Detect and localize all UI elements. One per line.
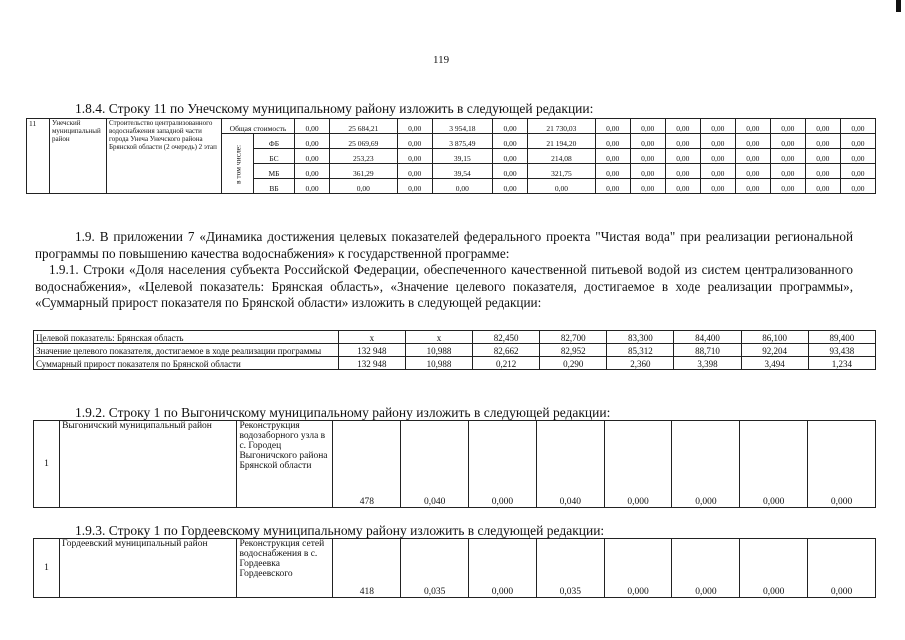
value-cell: 0,00 bbox=[735, 119, 770, 134]
table-1-9-2 bbox=[33, 420, 876, 508]
value-cell: 83,300 bbox=[607, 331, 674, 344]
value-cell: 0,00 bbox=[630, 134, 665, 149]
value-cell: 0,212 bbox=[473, 357, 540, 370]
value-cell: 82,952 bbox=[540, 344, 607, 357]
value-cell: 0,040 bbox=[536, 421, 604, 508]
value-cell: x bbox=[338, 331, 405, 344]
value-cell: 0,00 bbox=[770, 164, 805, 179]
project-cell: Реконструкция водозаборного узла в с. Городец Выгоничского района Брянской области bbox=[237, 421, 333, 508]
table-row bbox=[34, 344, 876, 357]
value-cell: 0,000 bbox=[469, 539, 537, 598]
value-cell: 321,75 bbox=[528, 164, 596, 179]
value-cell: 0,040 bbox=[401, 421, 469, 508]
value-cell: 0,00 bbox=[805, 119, 840, 134]
value-cell: 0,00 bbox=[805, 179, 840, 194]
value-cell: 0,000 bbox=[740, 539, 808, 598]
heading-1-9-2: 1.9.2. Строку 1 по Выгоничскому муниципальному району изложить в следующей редакции: bbox=[75, 405, 611, 420]
value-cell: x bbox=[405, 331, 472, 344]
value-cell: 0,00 bbox=[805, 149, 840, 164]
indicator-label-cell: Значение целевого показателя, достигаемое в ходе реализации программы bbox=[34, 344, 339, 357]
value-cell: 0,000 bbox=[672, 421, 740, 508]
paragraph-1-9-1: 1.9.1. Строки «Доля населения субъекта Российской Федерации, обеспеченного качественной питьевой водой из систем централизованного водоснабжения», «Целевой показатель: Брянская область», «Значение целевого показателя, достигаемое в ходе реализации программы», «Суммарный прирост показателя по Брянской области» изложить в следующей редакции: bbox=[35, 262, 853, 310]
fund-label-cell: БС bbox=[254, 149, 295, 164]
value-cell: 88,710 bbox=[674, 344, 741, 357]
table-row bbox=[34, 539, 876, 598]
value-cell: 0,00 bbox=[665, 149, 700, 164]
value-cell: 0,00 bbox=[840, 179, 875, 194]
fund-label-cell: ВБ bbox=[254, 179, 295, 194]
value-cell: 0,00 bbox=[770, 149, 805, 164]
value-cell: 0,00 bbox=[805, 164, 840, 179]
value-cell: 0,00 bbox=[432, 179, 492, 194]
row-number-cell: 1 bbox=[34, 421, 60, 508]
value-cell: 0,00 bbox=[700, 134, 735, 149]
value-cell: 0,00 bbox=[840, 149, 875, 164]
value-cell: 0,290 bbox=[540, 357, 607, 370]
value-cell: 3 954,18 bbox=[432, 119, 492, 134]
row-number-cell: 11 bbox=[27, 119, 50, 194]
value-cell: 25 069,69 bbox=[330, 134, 398, 149]
fund-label-cell: ФБ bbox=[254, 134, 295, 149]
value-cell: 0,00 bbox=[665, 179, 700, 194]
value-cell: 0,00 bbox=[595, 164, 630, 179]
table-row bbox=[34, 331, 876, 344]
page-number: 119 bbox=[433, 54, 450, 66]
value-cell: 0,00 bbox=[840, 119, 875, 134]
vertical-label-cell: в том числе: bbox=[222, 134, 254, 194]
value-cell: 0,00 bbox=[295, 179, 330, 194]
value-cell: 0,00 bbox=[700, 119, 735, 134]
value-cell: 3,398 bbox=[674, 357, 741, 370]
value-cell: 0,00 bbox=[770, 134, 805, 149]
project-cell: Реконструкция сетей водоснабжения в с. Гордеевка Гордеевского bbox=[237, 539, 333, 598]
value-cell: 1,234 bbox=[808, 357, 875, 370]
value-cell: 0,00 bbox=[528, 179, 596, 194]
value-cell: 478 bbox=[333, 421, 401, 508]
value-cell: 0,00 bbox=[770, 179, 805, 194]
value-cell: 39,15 bbox=[432, 149, 492, 164]
value-cell: 0,00 bbox=[295, 119, 330, 134]
value-cell: 92,204 bbox=[741, 344, 808, 357]
indicator-label-cell: Суммарный прирост показателя по Брянской области bbox=[34, 357, 339, 370]
value-cell: 85,312 bbox=[607, 344, 674, 357]
value-cell: 2,360 bbox=[607, 357, 674, 370]
table-1-8-4 bbox=[26, 118, 876, 194]
value-cell: 21 730,03 bbox=[528, 119, 596, 134]
value-cell: 0,00 bbox=[493, 149, 528, 164]
value-cell: 0,000 bbox=[808, 421, 876, 508]
value-cell: 0,00 bbox=[493, 164, 528, 179]
value-cell: 84,400 bbox=[674, 331, 741, 344]
value-cell: 0,00 bbox=[630, 164, 665, 179]
value-cell: 10,988 bbox=[405, 344, 472, 357]
value-cell: 0,00 bbox=[630, 179, 665, 194]
value-cell: 3 875,49 bbox=[432, 134, 492, 149]
value-cell: 0,000 bbox=[604, 421, 672, 508]
value-cell: 82,450 bbox=[473, 331, 540, 344]
value-cell: 361,29 bbox=[330, 164, 398, 179]
value-cell: 0,00 bbox=[840, 164, 875, 179]
value-cell: 0,00 bbox=[630, 149, 665, 164]
value-cell: 0,00 bbox=[397, 179, 432, 194]
value-cell: 0,000 bbox=[604, 539, 672, 598]
value-cell: 21 194,20 bbox=[528, 134, 596, 149]
value-cell: 0,00 bbox=[735, 149, 770, 164]
value-cell: 0,00 bbox=[330, 179, 398, 194]
fund-label-cell: МБ bbox=[254, 164, 295, 179]
district-cell: Гордеевский муниципальный район bbox=[60, 539, 237, 598]
value-cell: 0,00 bbox=[295, 134, 330, 149]
value-cell: 10,988 bbox=[405, 357, 472, 370]
value-cell: 0,00 bbox=[493, 134, 528, 149]
value-cell: 0,00 bbox=[735, 134, 770, 149]
value-cell: 0,00 bbox=[665, 164, 700, 179]
value-cell: 82,662 bbox=[473, 344, 540, 357]
value-cell: 132 948 bbox=[338, 344, 405, 357]
page-edge-marker bbox=[896, 0, 901, 12]
value-cell: 0,00 bbox=[805, 134, 840, 149]
value-cell: 418 bbox=[333, 539, 401, 598]
value-cell: 0,00 bbox=[735, 164, 770, 179]
value-cell: 0,00 bbox=[700, 164, 735, 179]
value-cell: 0,00 bbox=[665, 119, 700, 134]
district-cell: Унечский муниципальный район bbox=[50, 119, 107, 194]
value-cell: 0,00 bbox=[493, 179, 528, 194]
value-cell: 0,00 bbox=[595, 179, 630, 194]
value-cell: 39,54 bbox=[432, 164, 492, 179]
project-cell: Строительство централизованного водоснабжения западной части города Унеча Унечского района Брянской области (2 очередь) 2 этап bbox=[107, 119, 222, 194]
value-cell: 0,000 bbox=[672, 539, 740, 598]
value-cell: 0,000 bbox=[808, 539, 876, 598]
value-cell: 0,00 bbox=[595, 149, 630, 164]
value-cell: 0,00 bbox=[665, 134, 700, 149]
value-cell: 214,08 bbox=[528, 149, 596, 164]
value-cell: 3,494 bbox=[741, 357, 808, 370]
value-cell: 253,23 bbox=[330, 149, 398, 164]
value-cell: 0,00 bbox=[735, 179, 770, 194]
district-cell: Выгоничский муниципальный район bbox=[60, 421, 237, 508]
value-cell: 0,00 bbox=[630, 119, 665, 134]
table-row bbox=[34, 357, 876, 370]
section-1-9 bbox=[35, 229, 853, 312]
value-cell: 0,00 bbox=[397, 149, 432, 164]
table-row bbox=[27, 119, 876, 134]
value-cell: 0,00 bbox=[295, 149, 330, 164]
value-cell: 0,000 bbox=[740, 421, 808, 508]
heading-1-9-3: 1.9.3. Строку 1 по Гордеевскому муниципальному району изложить в следующей редакции: bbox=[75, 523, 605, 538]
value-cell: 82,700 bbox=[540, 331, 607, 344]
value-cell: 0,00 bbox=[397, 134, 432, 149]
value-cell: 0,00 bbox=[295, 164, 330, 179]
value-cell: 0,035 bbox=[536, 539, 604, 598]
value-cell: 0,00 bbox=[397, 119, 432, 134]
value-cell: 0,00 bbox=[595, 134, 630, 149]
table-1-9-3 bbox=[33, 538, 876, 598]
value-cell: 0,00 bbox=[770, 119, 805, 134]
value-cell: 132 948 bbox=[338, 357, 405, 370]
value-cell: 93,438 bbox=[808, 344, 875, 357]
total-label-cell: Общая стоимость bbox=[222, 119, 295, 134]
paragraph-1-9: 1.9. В приложении 7 «Динамика достижения целевых показателей федерального проекта "Чистая вода" при реализации региональной программы по повышению качества водоснабжения» к государственной программе: bbox=[35, 229, 853, 261]
value-cell: 0,00 bbox=[840, 134, 875, 149]
value-cell: 0,00 bbox=[595, 119, 630, 134]
table-1-9-1 bbox=[33, 330, 876, 370]
value-cell: 89,400 bbox=[808, 331, 875, 344]
value-cell: 0,00 bbox=[700, 179, 735, 194]
table-row bbox=[34, 421, 876, 508]
value-cell: 0,00 bbox=[397, 164, 432, 179]
value-cell: 0,000 bbox=[469, 421, 537, 508]
heading-1-8-4: 1.8.4. Строку 11 по Унечскому муниципальному району изложить в следующей редакции: bbox=[75, 101, 594, 116]
value-cell: 25 684,21 bbox=[330, 119, 398, 134]
indicator-label-cell: Целевой показатель: Брянская область bbox=[34, 331, 339, 344]
value-cell: 86,100 bbox=[741, 331, 808, 344]
value-cell: 0,00 bbox=[493, 119, 528, 134]
value-cell: 0,035 bbox=[401, 539, 469, 598]
value-cell: 0,00 bbox=[700, 149, 735, 164]
row-number-cell: 1 bbox=[34, 539, 60, 598]
